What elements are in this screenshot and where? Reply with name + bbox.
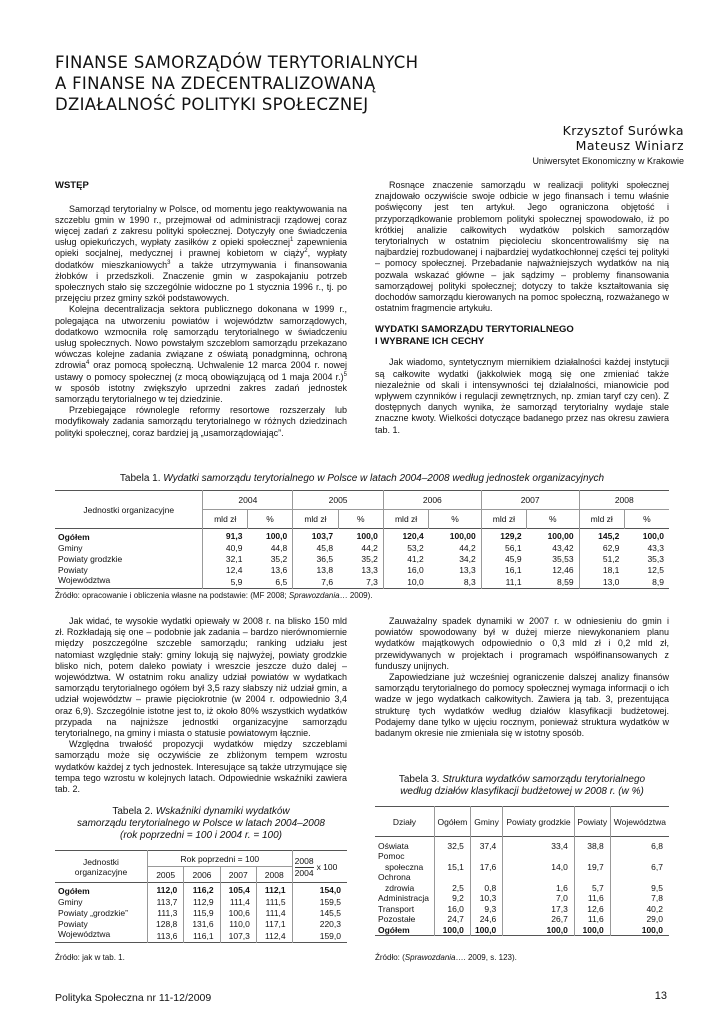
table-cell: 32,5 <box>434 837 470 852</box>
table-cell: 100,0 <box>247 529 292 543</box>
table-cell: 91,3 <box>225 530 243 541</box>
title-line: DZIAŁALNOŚĆ POLITYKI SPOŁECZNEJ <box>55 95 369 114</box>
paragraph: Jak widać, te wysokie wydatki opiewały w 2008 r. na blisko 150 mld zł. Rozkładają się one – podobnie jak zadania – bardzo nierównomiernie między poszczególne szczeble samorządu; ranking udziału jest natomiast względnie stały: gminy lokują się najwyżej, powiaty grodzkie blisko nich, potem daleko powiaty i wreszcie jeszcze dużo dalej – województwa. W ostatnim roku analizy udział powiatów w wydatkach samorządu terytorialnego ogółem był 3,5 razy słabszy niż udział gmin, a udział województw – prawie pięciokrotnie (w 2004 r. odpowiednio 3,4 oraz 6,9). Szczególnie istotne jest to, iż około 80% wszystkich wydatków przypada na najniższe jednostki organizacyjne samorządu terytorialnego, na gminy i miasta o statusie powiatowym łącznie. <box>55 616 347 739</box>
heading-line: WYDATKI SAMORZĄDU TERYTORIALNEGO <box>375 324 574 336</box>
table-cell: 5,7 <box>574 883 610 894</box>
column-header: Powiaty grodzkie <box>503 807 575 837</box>
ratio-wrap <box>295 856 345 878</box>
table-row <box>55 542 669 553</box>
page-number: 13 <box>654 990 667 1002</box>
table-cell: 6,8 <box>651 841 663 851</box>
table-cell: 10,3 <box>470 893 502 904</box>
table-cell: 111,5 <box>256 896 292 907</box>
table2-source: Źródło: jak w tab. 1. <box>55 953 125 962</box>
table-row <box>55 907 347 918</box>
table-cell: 100,00 <box>527 529 580 543</box>
column-header: Jednostki organizacyjne <box>55 851 148 883</box>
table-cell: 100,0 <box>338 529 383 543</box>
row-label: Ogółem <box>55 529 203 543</box>
table-cell: 116,2 <box>184 883 220 897</box>
ratio-numerator: 2008 <box>294 855 314 866</box>
table3-source <box>375 953 669 963</box>
affiliation: Uniwersytet Ekonomiczny w Krakowie <box>532 156 684 166</box>
table-cell: 103,7 <box>311 530 334 541</box>
caption-prefix: Tabela 3. <box>398 774 443 785</box>
table-cell: 154,0 <box>319 884 341 895</box>
title-line: A FINANSE NA ZDECENTRALIZOWANĄ <box>55 74 376 93</box>
author-name: Mateusz Winiarz <box>575 138 684 153</box>
table-cell: 112,4 <box>256 929 292 943</box>
table-cell: 12,46 <box>527 564 580 575</box>
right-column-upper <box>375 180 669 436</box>
column-header: Jednostki organizacyjne <box>55 491 203 529</box>
table-cell: 13,3 <box>429 564 482 575</box>
table-cell: 112,0 <box>148 883 184 897</box>
table3 <box>375 806 669 936</box>
table-cell: 24,6 <box>470 914 502 925</box>
source-text: Źródło: ( <box>375 953 405 962</box>
table-cell <box>574 851 610 862</box>
source-italic: Sprawozdania <box>404 953 456 962</box>
unit-header: mld zł <box>383 510 428 529</box>
caption-line <box>55 830 347 842</box>
table-row <box>375 925 669 936</box>
row-label: Powiaty „grodzkie” <box>55 907 148 918</box>
text-run: , wypłaty dodatków mieszkaniowych <box>55 248 347 270</box>
table-cell <box>610 872 669 883</box>
table-cell: 45,9 <box>505 553 522 564</box>
paragraph: Rosnące znaczenie samorządu w realizacji polityki społecznej znajdowało oczywiście swoje odbicie w jego finansach i temu właśnie poświęcony jest ten artykuł. Jego ograniczona objętość i przyporządkowanie problemom polityki społecznej spowodowało, iż po krótkiej analizie całkowitych wydatków polskich samorządów terytorialnych w ostatnim pięcioleciu skoncentrowaliśmy się na najbardziej rozbudowanej i najbardziej wydatkochłonnej części tej polityki – pomocy społecznej. Przebadanie najważniejszych wydatków na nią pozwala wskazać główne – jak sądzimy – problemy finansowania samorządowej polityki społecznej; dotyczy to także kształtowania się dochodów samorządu kierowanych na pomoc społeczną, rozważanego w ostatnim fragmencie artykułu. <box>375 180 669 314</box>
caption-text: samorządu terytorialnego w Polsce w latach 2004–2008 <box>77 818 325 829</box>
footnote-ref: 2 <box>304 248 308 255</box>
table-row <box>55 883 347 897</box>
unit-header: mld zł <box>203 510 247 529</box>
source-text: Źródło: opracowanie i obliczenia własne na podstawie: (MF 2008; <box>55 591 289 600</box>
table-cell: 35,2 <box>247 553 292 564</box>
table-cell: 16,1 <box>505 564 522 575</box>
paragraph: Przebiegające równolegle reformy resortowe rozszerzały lub modyfikowały zadania samorządu terytorialnego w różnych dziedzinach polityki społecznej, coraz bardziej ją „usamorządowiając”. <box>55 405 347 438</box>
table-cell: 40,9 <box>225 542 243 553</box>
table-cell: 129,2 <box>500 530 522 541</box>
text-run: zapewnienia opieki socjalnej, medycznej i prawnej kobietom w ciąży <box>55 237 347 259</box>
table-cell: 16,0 <box>434 904 470 915</box>
table-cell: 43,42 <box>527 542 580 553</box>
footnote-ref: 1 <box>289 237 294 244</box>
caption-line <box>55 806 347 818</box>
table-cell: 145,5 <box>319 907 341 918</box>
unit-header: mld zł <box>579 510 624 529</box>
table-cell: 7,6 <box>321 576 334 587</box>
table-cell <box>610 851 669 862</box>
section-heading <box>375 324 669 347</box>
caption-text: według działów klasyfikacji budżetowej w 2008 r. (w %) <box>400 786 644 797</box>
table-cell <box>574 872 610 883</box>
row-label: Gminy <box>55 896 148 907</box>
table-cell: 100,0 <box>642 530 664 541</box>
row-label: Ogółem <box>375 925 434 936</box>
table-cell <box>503 872 575 883</box>
table-cell: 117,1 <box>256 918 292 929</box>
table-cell: 12,6 <box>574 904 610 915</box>
caption-line <box>375 786 669 798</box>
table-cell <box>503 851 575 862</box>
year-header: 2007 <box>481 491 579 510</box>
table-cell: 111,3 <box>148 907 184 918</box>
table-cell <box>470 872 502 883</box>
table-cell: 29,0 <box>646 914 663 925</box>
table-row <box>55 575 669 589</box>
table-cell: 18,1 <box>602 564 620 575</box>
table-cell: 107,3 <box>220 929 256 943</box>
article-title <box>55 52 615 115</box>
table-row <box>375 872 669 883</box>
caption-text: Wskaźniki dynamiki wydatków <box>155 806 290 817</box>
row-label: Gminy <box>55 542 203 553</box>
row-label: Powiaty grodzkie <box>55 553 203 564</box>
table-row <box>55 896 347 907</box>
table-cell: 24,7 <box>434 914 470 925</box>
column-header: Województwa <box>613 816 667 827</box>
table-cell: 6,5 <box>247 575 292 589</box>
ratio-fraction <box>295 856 314 878</box>
table-row <box>55 553 669 564</box>
table-cell: 100,6 <box>220 907 256 918</box>
table-cell <box>470 851 502 862</box>
table-cell: 43,3 <box>647 542 664 553</box>
table-row <box>375 893 669 904</box>
table-cell: 35,2 <box>338 553 383 564</box>
table-cell: 0,8 <box>470 883 502 894</box>
table-cell: 17,3 <box>503 904 575 915</box>
ratio-multiplier: x 100 <box>316 861 338 872</box>
table-cell: 111,4 <box>220 896 256 907</box>
table-cell: 128,8 <box>148 918 184 929</box>
table-cell: 53,2 <box>407 542 424 553</box>
unit-header: % <box>527 510 580 529</box>
unit-header: % <box>247 510 292 529</box>
table-cell: 45,8 <box>316 542 334 553</box>
table-cell: 1,6 <box>503 883 575 894</box>
table-cell: 36,5 <box>316 553 334 564</box>
table-cell: 35,53 <box>527 553 580 564</box>
table-cell: 105,4 <box>220 883 256 897</box>
paragraph <box>55 304 347 405</box>
year-header: 2005 <box>148 867 184 883</box>
table-row <box>375 851 669 862</box>
row-label: Ochrona <box>375 872 434 883</box>
year-header: 2006 <box>383 491 481 510</box>
table-cell: 100,0 <box>574 925 610 936</box>
table-cell: 11,6 <box>574 893 610 904</box>
table-cell: 7,0 <box>503 893 575 904</box>
table-cell <box>434 851 470 862</box>
caption-text: (rok poprzedni = 100 i 2004 r. = 100) <box>120 830 282 841</box>
table-cell: 5,9 <box>230 576 243 587</box>
table3-caption <box>375 774 669 798</box>
table-row <box>375 862 669 873</box>
table1-caption <box>55 473 669 485</box>
prev-year-header: Rok poprzedni = 100 <box>148 851 293 867</box>
table-cell: 19,7 <box>574 862 610 873</box>
table2-caption <box>55 806 347 842</box>
caption-prefix: Tabela 1. <box>119 473 164 484</box>
unit-header: % <box>429 510 482 529</box>
table-cell: 13,8 <box>316 564 334 575</box>
unit-header: mld zł <box>481 510 526 529</box>
table-cell: 100,00 <box>429 529 482 543</box>
row-label: Powiaty <box>55 918 148 929</box>
table-cell: 11,1 <box>505 576 522 587</box>
footnote-ref: 4 <box>86 360 90 367</box>
table-cell: 14,0 <box>503 862 575 873</box>
row-label: Oświata <box>375 837 434 852</box>
footnote-ref: 3 <box>167 259 171 266</box>
table-cell: 44,2 <box>429 542 482 553</box>
text-run: oraz pomocą społeczną. Uchwalenie 12 marca 2004 r. nowej ustawy o pomocy społecznej (z mocą obowiązującą od 1 maja 2004 r.) <box>55 360 347 382</box>
table-cell: 10,0 <box>407 576 424 587</box>
table-cell: 15,1 <box>434 862 470 873</box>
unit-header: % <box>643 514 651 524</box>
table-cell: 44,8 <box>247 542 292 553</box>
table-cell: 145,2 <box>598 530 620 541</box>
text-run: w sposób istotny zwiększyło uprzedni zakres zadań jednostek samorządu terytorialnego w tej dziedzinie. <box>55 382 347 404</box>
table-cell: 110,0 <box>220 918 256 929</box>
table2 <box>55 850 347 943</box>
row-label: Ogółem <box>55 883 148 897</box>
authors-block <box>532 123 684 169</box>
year-header: 2005 <box>293 491 384 510</box>
table-cell: 113,7 <box>148 896 184 907</box>
table-cell: 33,4 <box>503 837 575 852</box>
table-cell: 9,2 <box>434 893 470 904</box>
table-cell <box>434 872 470 883</box>
paragraph: Względna trwałość propozycji wydatków między szczeblami samorządu może się oczywiście ze zbliżonym tempem wzrostu wydatków każdej z tych jednostek. Interesujące są także utrzymujące się tempa tego wzrostu w kolejnych latach. Odpowiednie wskaźniki zawiera tab. 2. <box>55 739 347 795</box>
table-cell: 38,8 <box>574 837 610 852</box>
section-heading: WSTĘP <box>55 180 89 191</box>
table-cell: 113,6 <box>148 929 184 943</box>
table-cell: 56,1 <box>505 542 522 553</box>
table-cell: 100,0 <box>641 924 663 935</box>
year-header: 2008 <box>579 491 669 510</box>
year-header: 2006 <box>184 867 220 883</box>
table-cell: 111,4 <box>256 907 292 918</box>
year-header: 2004 <box>203 491 293 510</box>
year-header: 2007 <box>220 867 256 883</box>
row-label: Powiaty <box>55 564 203 575</box>
table-cell: 26,7 <box>503 914 575 925</box>
left-column-lower <box>55 616 347 795</box>
table-cell: 6,7 <box>651 861 663 872</box>
table-row <box>55 564 669 575</box>
column-header: Ogółem <box>434 807 470 837</box>
row-label: Pomoc <box>375 851 434 862</box>
table-cell: 112,9 <box>184 896 220 907</box>
table-cell: 2,5 <box>434 883 470 894</box>
row-label: Województwa <box>55 929 148 943</box>
table-cell: 8,9 <box>652 576 664 587</box>
year-header: 2008 <box>256 867 292 883</box>
unit-header: mld zł <box>293 510 338 529</box>
row-label: społeczna <box>375 862 434 873</box>
table-cell: 8,3 <box>429 575 482 589</box>
unit-header: % <box>338 510 383 529</box>
table-cell: 40,2 <box>646 903 663 914</box>
row-label: Transport <box>375 904 434 915</box>
table-cell: 100,0 <box>434 925 470 936</box>
table-row <box>55 918 347 929</box>
title-line: FINANSE SAMORZĄDÓW TERYTORIALNYCH <box>55 53 419 72</box>
table-row <box>55 529 669 543</box>
text-run: a także utrzymywania i finansowania żłobków i przedszkoli. Znaczenie gmin w zaspokajaniu potrzeb społecznych stało się szczególnie widoczne po 1 stycznia 1996 r., tj. po przejęciu przez gminy szkół podstawowych. <box>55 259 347 304</box>
table-row <box>55 929 347 943</box>
column-header: Działy <box>375 807 434 837</box>
text-run: Kolejna decentralizacja sektora publicznego dokonana w 1999 r., polegająca na utworzeniu powiatów i województw samorządowych, dodatkowo wzmocniła rolę samorządu terytorialnego w świadczeniu usług społecznych. Nowo powstałym szczeblom samorządu przekazano wówczas kolejne zadania związane z oświatą ponadgminną, ochroną zdrowia <box>55 304 347 371</box>
table-cell: 9,3 <box>470 904 502 915</box>
table-cell: 51,2 <box>602 553 620 564</box>
table-cell: 7,8 <box>651 893 663 904</box>
table-cell: 159,5 <box>319 896 341 907</box>
left-column-upper <box>55 180 347 439</box>
paragraph: Zauważalny spadek dynamiki w 2007 r. w odniesieniu do gmin i powiatów spowodowany był w dużej mierze niewykonaniem planu wydatków majątkowych odpowiednio o 0,3 mld zł i 0,2 mld zł, przewidywanych w projektach i programach współfinansowanych z funduszy unijnych. <box>375 616 669 671</box>
table-cell: 41,2 <box>407 553 424 564</box>
paragraph: Jak wiadomo, syntetycznym miernikiem działalności każdej instytucji są całkowite wydatki (jakkolwiek mogą się one zmieniać także niezależnie od skali i intensywności tej działalności, mianowicie pod wpływem czynników i regulacji zewnętrznych, np. zmian taryf czy cen). Z dostępnych danych wynika, że samorząd terytorialny wydaje stale znaczne kwoty. Wielkości dotyczące badanego przez nas okresu zawiera tab. 1. <box>375 357 669 435</box>
table-row <box>375 837 669 852</box>
table-cell: 100,0 <box>470 925 502 936</box>
paragraph <box>55 204 347 305</box>
table-cell: 7,3 <box>338 575 383 589</box>
table-cell: 17,6 <box>470 862 502 873</box>
table-cell: 12,4 <box>225 564 243 575</box>
footnote-ref: 5 <box>343 371 347 378</box>
table-cell: 8,59 <box>527 575 580 589</box>
source-italic: Sprawozdania <box>288 591 340 600</box>
caption-line <box>55 818 347 830</box>
table-cell: 13,3 <box>338 564 383 575</box>
table-row <box>375 914 669 925</box>
author-name: Krzysztof Surówka <box>562 123 684 138</box>
table-cell: 112,1 <box>256 883 292 897</box>
table-cell: 159,0 <box>319 930 341 941</box>
column-header: Powiaty <box>574 807 610 837</box>
paragraph: Zapowiedziane już wcześniej ograniczenie dalszej analizy finansów samorządu terytorialnego do pomocy społecznej wymaga informacji o ich wadze w jego wydatkach całkowitych. Zawiera ją tab. 3, prezentująca strukturę tych wydatków według działów klasyfikacji budżetowej. Podajemy dane tylko w ujęciu rocznym, ponieważ struktura wydatków w badanym okresie nie zmieniała się w istotny sposób. <box>375 672 669 739</box>
column-header: Gminy <box>470 807 502 837</box>
ratio-header <box>292 851 347 883</box>
source-text: … 2009). <box>339 591 373 600</box>
ratio-denominator: 2004 <box>294 867 314 878</box>
table1 <box>55 490 669 589</box>
table-cell: 62,9 <box>602 542 620 553</box>
table-cell: 12,5 <box>647 564 664 575</box>
row-label: Pozostałe <box>375 914 434 925</box>
table-cell: 120,4 <box>402 530 424 541</box>
right-column-lower <box>375 616 669 739</box>
table-cell: 37,4 <box>470 837 502 852</box>
caption-text: Struktura wydatków samorządu terytorialnego <box>442 774 646 785</box>
table-cell: 13,6 <box>247 564 292 575</box>
text-run: Samorząd terytorialny w Polsce, od momentu jego reaktywowania na szczeblu gmin w 1990 r., przejmował od administracji rządowej coraz więcej zadań z zakresu polityki społecznej. Dotyczyły one świadczenia usług opiekuńczych, wypłaty zasiłków z opieki społecznej <box>55 203 347 248</box>
table-cell: 131,6 <box>184 918 220 929</box>
table-cell: 116,1 <box>184 929 220 943</box>
caption-line <box>375 774 669 786</box>
journal-footer: Polityka Społeczna nr 11-12/2009 <box>55 992 212 1004</box>
table-cell: 100,0 <box>503 925 575 936</box>
table-row <box>375 883 669 894</box>
table1-source <box>55 591 669 601</box>
heading-line: I WYBRANE ICH CECHY <box>375 335 485 347</box>
table-cell: 220,3 <box>319 918 341 929</box>
table-cell: 9,5 <box>651 882 663 893</box>
table-cell: 44,2 <box>338 542 383 553</box>
table-cell: 115,9 <box>184 907 220 918</box>
table-cell: 11,6 <box>574 914 610 925</box>
caption-text: Wydatki samorządu terytorialnego w Polsce w latach 2004–2008 według jednostek organizacyjnych <box>163 473 605 484</box>
table-cell: 34,2 <box>429 553 482 564</box>
table-cell: 32,1 <box>225 553 243 564</box>
source-text: …. 2009, s. 123). <box>455 953 517 962</box>
table-cell: 16,0 <box>407 564 424 575</box>
row-label: Administracja <box>375 893 434 904</box>
table-cell: 13,0 <box>602 576 620 587</box>
row-label: zdrowia <box>375 883 434 894</box>
table-cell: 35,3 <box>647 553 664 564</box>
row-label: Województwa <box>55 575 203 589</box>
table-row <box>375 904 669 915</box>
caption-prefix: Tabela 2. <box>112 806 156 817</box>
